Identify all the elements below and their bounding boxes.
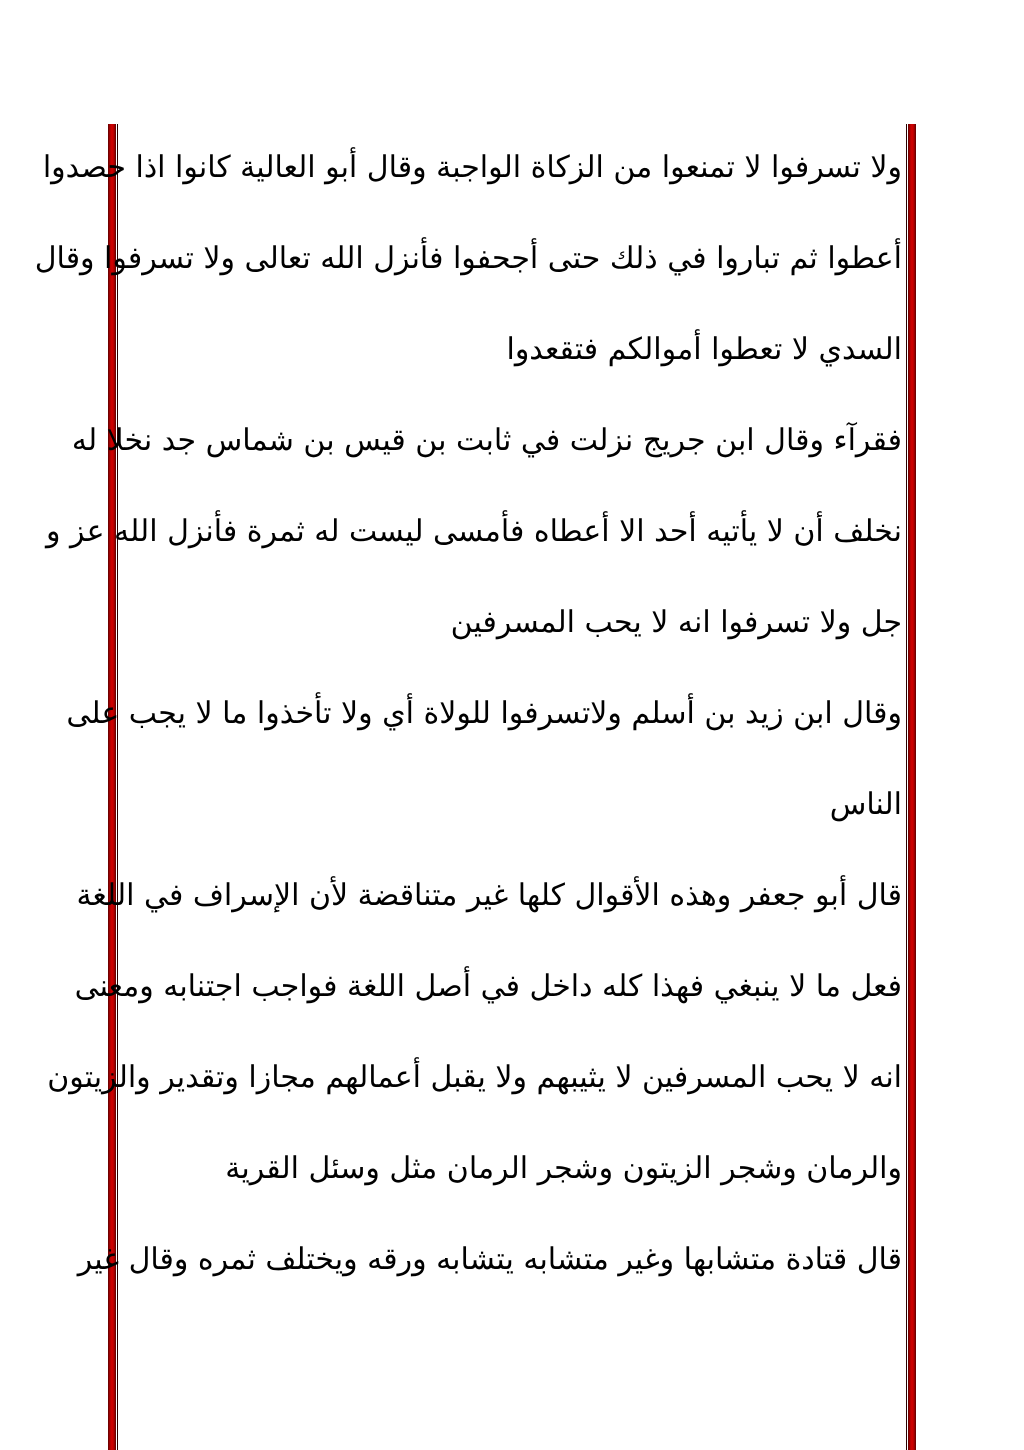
text-line-content: قال أبو جعفر وهذه الأقوال كلها غير متناقضة لأن الإسراف في اللغة [76, 878, 902, 913]
right-border-rule [908, 124, 916, 1450]
text-line [130, 306, 902, 397]
text-line-content: والرمان وشجر الزيتون وشجر الرمان مثل وسئل القرية [225, 1151, 902, 1186]
document-text-body [34, 124, 902, 1307]
text-line-content: السدي لا تعطوا أموالكم فتقعدوا [506, 332, 902, 367]
text-line [47, 1034, 902, 1125]
text-line [130, 579, 902, 670]
text-line-content: فعل ما لا ينبغي فهذا كله داخل في أصل اللغة فواجب اجتنابه ومعنى [74, 969, 902, 1004]
text-line-content: الناس [829, 787, 902, 822]
text-line [130, 1125, 902, 1216]
text-line-content: فقرآء وقال ابن جريج نزلت في ثابت بن قيس بن شماس جد نخلا له [71, 423, 902, 458]
text-line [130, 761, 902, 852]
text-line-content: وقال ابن زيد بن أسلم ولاتسرفوا للولاة أي ولا تأخذوا ما لا يجب على [66, 696, 902, 731]
text-line-content: جل ولا تسرفوا انه لا يحب المسرفين [450, 605, 902, 640]
text-line [71, 397, 902, 488]
text-line-content: نخلف أن لا يأتيه أحد الا أعطاه فأمسى ليست له ثمرة فأنزل الله عز و [46, 514, 902, 549]
text-line [46, 488, 902, 579]
text-line-content: ولا تسرفوا لا تمنعوا من الزكاة الواجبة وقال أبو العالية كانوا اذا حصدوا [42, 150, 902, 185]
text-line-content: أعطوا ثم تباروا في ذلك حتى أجحفوا فأنزل الله تعالى ولا تسرفوا وقال [34, 241, 902, 276]
text-line [66, 670, 902, 761]
text-line [74, 943, 902, 1034]
text-line [34, 215, 902, 306]
text-line [77, 1216, 902, 1307]
text-line-content: انه لا يحب المسرفين لا يثيبهم ولا يقبل أعمالهم مجازا وتقدير والزيتون [47, 1060, 902, 1095]
right-border-inner-line [906, 124, 907, 1450]
text-line [76, 852, 902, 943]
text-line [42, 124, 902, 215]
text-line-content: قال قتادة متشابها وغير متشابه يتشابه ورقه ويختلف ثمره وقال غير [77, 1242, 902, 1277]
